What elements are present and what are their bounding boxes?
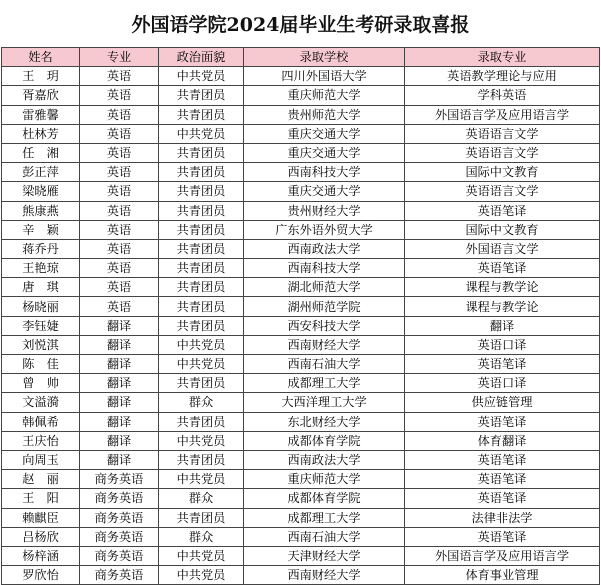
cell-political-status: 共青团员	[159, 182, 244, 201]
table-row	[2, 374, 600, 393]
table-row	[2, 393, 600, 412]
cell-admitted-school: 西南科技大学	[244, 259, 405, 278]
cell-admitted-major: 英语笔译	[405, 355, 600, 374]
cell-major: 英语	[80, 86, 159, 105]
cell-political-status: 共青团员	[159, 278, 244, 297]
cell-name: 李钰婕	[2, 316, 80, 335]
cell-name: 陈 佳	[2, 355, 80, 374]
table-row	[2, 450, 600, 469]
cell-political-status: 共青团员	[159, 201, 244, 220]
cell-political-status: 共青团员	[159, 163, 244, 182]
table-body	[2, 67, 600, 585]
cell-admitted-major: 英语笔译	[405, 412, 600, 431]
cell-major: 翻译	[80, 393, 159, 412]
cell-major: 翻译	[80, 412, 159, 431]
table-row	[2, 566, 600, 585]
cell-political-status: 中共党员	[159, 335, 244, 354]
cell-political-status: 共青团员	[159, 412, 244, 431]
cell-name: 王艳琼	[2, 259, 80, 278]
cell-major: 商务英语	[80, 470, 159, 489]
cell-major: 英语	[80, 278, 159, 297]
cell-name: 彭正萍	[2, 163, 80, 182]
cell-admitted-major: 学科英语	[405, 86, 600, 105]
cell-admitted-major: 英语笔译	[405, 450, 600, 469]
table-row	[2, 489, 600, 508]
table-row	[2, 546, 600, 565]
cell-name: 唐 琪	[2, 278, 80, 297]
cell-admitted-major: 英语语言文学	[405, 124, 600, 143]
header-name: 姓名	[2, 48, 80, 67]
cell-major: 英语	[80, 124, 159, 143]
cell-major: 英语	[80, 259, 159, 278]
cell-major: 英语	[80, 297, 159, 316]
cell-major: 商务英语	[80, 566, 159, 585]
cell-name: 王 玥	[2, 67, 80, 86]
cell-major: 英语	[80, 163, 159, 182]
cell-admitted-school: 大西洋理工大学	[244, 393, 405, 412]
cell-major: 翻译	[80, 374, 159, 393]
cell-admitted-school: 西南科技大学	[244, 163, 405, 182]
table-row	[2, 431, 600, 450]
cell-admitted-school: 湖北师范大学	[244, 278, 405, 297]
cell-admitted-school: 重庆师范大学	[244, 470, 405, 489]
cell-admitted-school: 天津财经大学	[244, 546, 405, 565]
table-row	[2, 182, 600, 201]
cell-name: 刘悦淇	[2, 335, 80, 354]
cell-political-status: 共青团员	[159, 259, 244, 278]
cell-name: 赵 丽	[2, 470, 80, 489]
cell-name: 文溢漪	[2, 393, 80, 412]
cell-political-status: 共青团员	[159, 105, 244, 124]
table-row	[2, 220, 600, 239]
table-row	[2, 163, 600, 182]
cell-admitted-major: 英语笔译	[405, 527, 600, 546]
cell-name: 辛 颖	[2, 220, 80, 239]
cell-name: 吕杨欣	[2, 527, 80, 546]
cell-major: 翻译	[80, 355, 159, 374]
cell-admitted-school: 西南石油大学	[244, 527, 405, 546]
cell-admitted-school: 西安科技大学	[244, 316, 405, 335]
cell-admitted-school: 四川外国语大学	[244, 67, 405, 86]
cell-political-status: 群众	[159, 527, 244, 546]
table-row	[2, 143, 600, 162]
cell-admitted-major: 英语笔译	[405, 470, 600, 489]
table-row	[2, 67, 600, 86]
cell-major: 翻译	[80, 316, 159, 335]
cell-admitted-school: 广东外语外贸大学	[244, 220, 405, 239]
page-title: 外国语学院2024届毕业生考研录取喜报	[131, 13, 470, 36]
cell-major: 商务英语	[80, 508, 159, 527]
cell-political-status: 共青团员	[159, 374, 244, 393]
table-row	[2, 335, 600, 354]
cell-admitted-school: 贵州师范大学	[244, 105, 405, 124]
cell-name: 王 阳	[2, 489, 80, 508]
cell-admitted-school: 西南石油大学	[244, 355, 405, 374]
cell-major: 英语	[80, 143, 159, 162]
cell-name: 熊康燕	[2, 201, 80, 220]
cell-admitted-major: 课程与教学论	[405, 297, 600, 316]
cell-political-status: 群众	[159, 393, 244, 412]
cell-name: 杨晓丽	[2, 297, 80, 316]
cell-political-status: 中共党员	[159, 546, 244, 565]
cell-admitted-major: 课程与教学论	[405, 278, 600, 297]
cell-admitted-major: 英语语言文学	[405, 143, 600, 162]
cell-admitted-school: 西南政法大学	[244, 450, 405, 469]
cell-political-status: 中共党员	[159, 566, 244, 585]
cell-political-status: 共青团员	[159, 297, 244, 316]
cell-political-status: 中共党员	[159, 431, 244, 450]
table-row	[2, 239, 600, 258]
cell-admitted-major: 英语语言文学	[405, 182, 600, 201]
cell-admitted-major: 法律非法学	[405, 508, 600, 527]
cell-name: 罗欣怡	[2, 566, 80, 585]
cell-major: 英语	[80, 239, 159, 258]
cell-admitted-school: 重庆交通大学	[244, 182, 405, 201]
cell-political-status: 中共党员	[159, 470, 244, 489]
cell-name: 向周玉	[2, 450, 80, 469]
cell-major: 英语	[80, 201, 159, 220]
table-row	[2, 278, 600, 297]
table-row	[2, 297, 600, 316]
header-political-status: 政治面貌	[159, 48, 244, 67]
cell-admitted-major: 英语口译	[405, 335, 600, 354]
cell-political-status: 共青团员	[159, 143, 244, 162]
admission-table	[1, 47, 600, 585]
table-row	[2, 527, 600, 546]
cell-political-status: 共青团员	[159, 239, 244, 258]
cell-admitted-school: 重庆交通大学	[244, 124, 405, 143]
table-row	[2, 259, 600, 278]
cell-admitted-school: 西南财经大学	[244, 566, 405, 585]
cell-admitted-major: 英语笔译	[405, 259, 600, 278]
cell-political-status: 共青团员	[159, 220, 244, 239]
header-major: 专业	[80, 48, 159, 67]
cell-political-status: 中共党员	[159, 67, 244, 86]
table-header-row	[2, 48, 600, 67]
cell-political-status: 群众	[159, 489, 244, 508]
table-row	[2, 316, 600, 335]
cell-admitted-school: 成都理工大学	[244, 508, 405, 527]
cell-admitted-school: 成都体育学院	[244, 431, 405, 450]
cell-political-status: 共青团员	[159, 86, 244, 105]
cell-major: 商务英语	[80, 527, 159, 546]
cell-major: 翻译	[80, 335, 159, 354]
cell-major: 翻译	[80, 431, 159, 450]
cell-admitted-major: 国际中文教育	[405, 220, 600, 239]
table-row	[2, 412, 600, 431]
cell-admitted-major: 英语教学理论与应用	[405, 67, 600, 86]
cell-political-status: 共青团员	[159, 316, 244, 335]
table-row	[2, 355, 600, 374]
cell-admitted-major: 翻译	[405, 316, 600, 335]
cell-name: 赖麒臣	[2, 508, 80, 527]
header-admitted-major: 录取专业	[405, 48, 600, 67]
cell-name: 任 湘	[2, 143, 80, 162]
cell-admitted-major: 体育翻译	[405, 431, 600, 450]
cell-admitted-major: 外国语言文学	[405, 239, 600, 258]
cell-admitted-school: 湖州师范学院	[244, 297, 405, 316]
header-admitted-school: 录取学校	[244, 48, 405, 67]
cell-major: 商务英语	[80, 546, 159, 565]
table-row	[2, 86, 600, 105]
cell-political-status: 中共党员	[159, 124, 244, 143]
table-row	[2, 508, 600, 527]
cell-admitted-school: 重庆交通大学	[244, 143, 405, 162]
cell-political-status: 共青团员	[159, 450, 244, 469]
cell-major: 商务英语	[80, 489, 159, 508]
cell-admitted-school: 成都理工大学	[244, 374, 405, 393]
cell-admitted-major: 英语笔译	[405, 489, 600, 508]
cell-admitted-major: 外国语言学及应用语言学	[405, 105, 600, 124]
cell-admitted-major: 外国语言学及应用语言学	[405, 546, 600, 565]
cell-admitted-major: 供应链管理	[405, 393, 600, 412]
cell-political-status: 共青团员	[159, 508, 244, 527]
cell-name: 杨梓涵	[2, 546, 80, 565]
cell-name: 韩佩希	[2, 412, 80, 431]
cell-name: 胥嘉欣	[2, 86, 80, 105]
cell-political-status: 中共党员	[159, 355, 244, 374]
cell-admitted-major: 国际中文教育	[405, 163, 600, 182]
table-row	[2, 124, 600, 143]
cell-admitted-school: 西南政法大学	[244, 239, 405, 258]
cell-admitted-school: 东北财经大学	[244, 412, 405, 431]
cell-name: 杜林芳	[2, 124, 80, 143]
cell-admitted-school: 重庆师范大学	[244, 86, 405, 105]
cell-major: 英语	[80, 220, 159, 239]
table-row	[2, 201, 600, 220]
cell-admitted-school: 成都体育学院	[244, 489, 405, 508]
table-row	[2, 105, 600, 124]
cell-admitted-school: 贵州财经大学	[244, 201, 405, 220]
table-row	[2, 470, 600, 489]
cell-name: 雷雅馨	[2, 105, 80, 124]
cell-admitted-major: 英语笔译	[405, 201, 600, 220]
cell-name: 蒋乔丹	[2, 239, 80, 258]
cell-name: 王庆怡	[2, 431, 80, 450]
cell-major: 英语	[80, 67, 159, 86]
cell-major: 翻译	[80, 450, 159, 469]
cell-major: 英语	[80, 105, 159, 124]
cell-admitted-school: 西南财经大学	[244, 335, 405, 354]
cell-major: 英语	[80, 182, 159, 201]
cell-name: 曾 帅	[2, 374, 80, 393]
cell-admitted-major: 体育事业管理	[405, 566, 600, 585]
cell-name: 梁晓雁	[2, 182, 80, 201]
cell-admitted-major: 英语口译	[405, 374, 600, 393]
